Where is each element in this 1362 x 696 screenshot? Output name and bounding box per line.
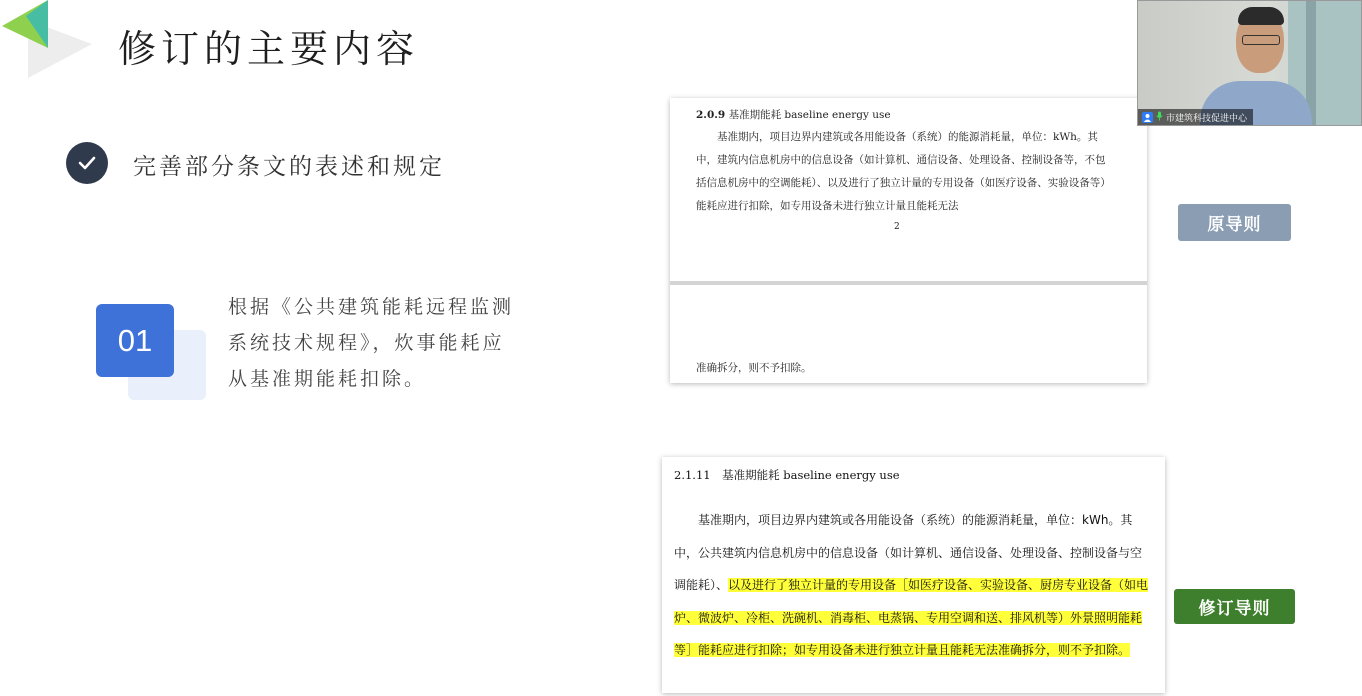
- revised-clause-paragraph: [674, 504, 1152, 667]
- participant-name: 市建筑科技促进中心: [1166, 114, 1248, 124]
- item-number-badge: 01: [96, 304, 174, 377]
- logo-triangle-icon: [0, 0, 100, 80]
- speaker-hair: [1238, 7, 1284, 25]
- speaker-glasses: [1242, 35, 1280, 45]
- original-guideline-tag: 原导则: [1178, 204, 1291, 241]
- item-description: 根据《公共建筑能耗远程监测系统技术规程》，炊事能耗应从基准期能耗扣除。: [228, 296, 515, 390]
- page-divider: [670, 281, 1147, 285]
- revised-document-excerpt: [662, 457, 1165, 693]
- original-clause-number: 2.0.9: [696, 109, 726, 121]
- revised-clause-header: 2.1.11 基准期能耗 baseline energy use: [674, 468, 900, 482]
- page-number: 2: [894, 222, 900, 232]
- original-clause-title: 基准期能耗 baseline energy use: [725, 109, 891, 121]
- original-clause-continuation: 准确拆分，则不予扣除。: [696, 362, 812, 374]
- original-clause-paragraph: 基准期内，项目边界内建筑或各用能设备（系统）的能源消耗量，单位：kWh。其中，建筑内信息机房中的信息设备（如计算机、通信设备、处理设备、控制设备等，不包括信息机房中的空调能耗）、以及进行了独立计量的专用设备（如医疗设备、实验设备等）能耗应进行扣除，如专用设备未进行独立计量且能耗无法: [696, 131, 1106, 212]
- microphone-icon: [1156, 111, 1163, 124]
- revised-clause-plain-text: 基准期内，项目边界内建筑或各用能设备（系统）的能源消耗量，单位：kWh。其中，公共建筑内信息机房中的信息设备（如计算机、通信设备、处理设备、控制设备与空调能耗）、: [674, 513, 1143, 592]
- section-subheading: 完善部分条文的表述和规定: [133, 154, 445, 180]
- slide-title: 修订的主要内容: [118, 27, 420, 71]
- revised-guideline-tag: 修订导则: [1174, 589, 1295, 624]
- participant-name-bar: [1138, 109, 1253, 126]
- check-icon: [66, 142, 108, 184]
- revised-clause-highlighted-text: 以及进行了独立计量的专用设备［如医疗设备、实验设备、厨房专业设备（如电炉、微波炉、冷柜、洗碗机、消毒柜、电蒸锅、专用空调和送、排风机等）外景照明能耗等］能耗应进行扣除；如专用设备未进行独立计量且能耗无法准确拆分，则不予扣除。: [674, 578, 1149, 657]
- speaker-video-thumbnail[interactable]: [1137, 0, 1362, 126]
- original-document-excerpt: [670, 98, 1147, 383]
- original-clause-header: [696, 107, 891, 122]
- user-icon: [1142, 112, 1153, 123]
